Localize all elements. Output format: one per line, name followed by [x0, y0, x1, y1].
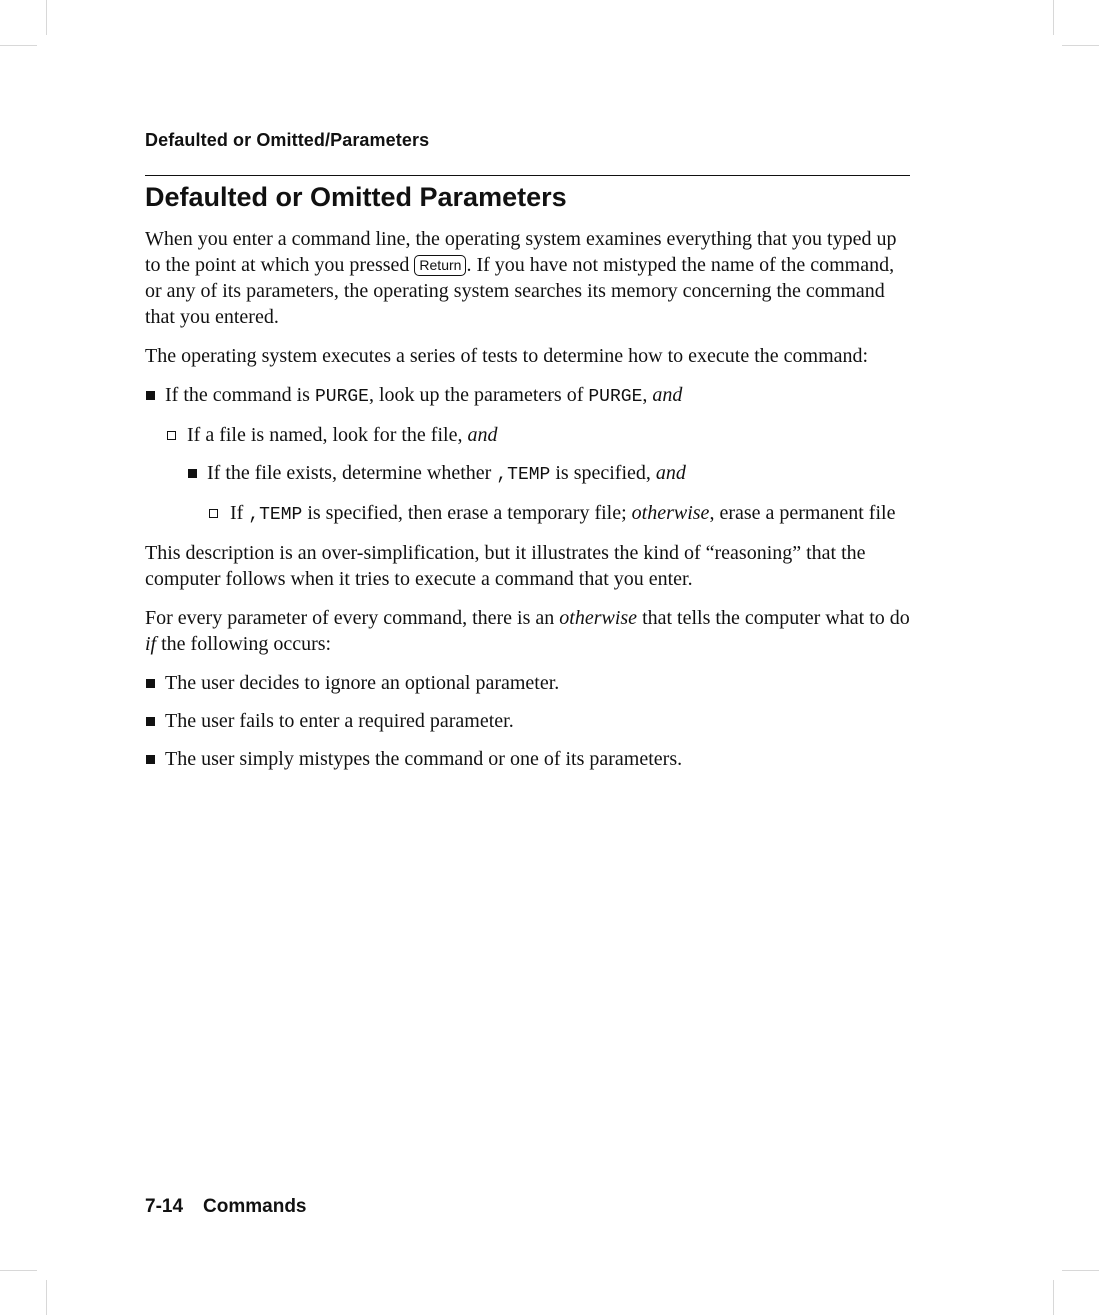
solid-bullet-icon [146, 755, 155, 764]
crop-mark-top-left [0, 45, 37, 46]
crop-mark-top-right [1053, 0, 1054, 35]
header-rule [145, 175, 910, 176]
page-number: 7-14 [145, 1196, 184, 1217]
crop-mark-bottom-left [46, 1280, 47, 1315]
crop-mark-bottom-left [0, 1270, 37, 1271]
list-item: If a file is named, look for the file, and [145, 422, 913, 448]
running-head: Defaulted or Omitted/Parameters [145, 130, 430, 150]
crop-mark-top-right [1062, 45, 1099, 46]
crop-mark-top-left [46, 0, 47, 35]
page-footer [145, 1196, 307, 1218]
paragraph-intro: When you enter a command line, the operating system examines everything that you typed up to the point at which you pressed Return . If you have not mistyped the name of the command, or any of its parameters, the operating system searches its memory concerning the command that you entered. [145, 228, 897, 328]
paragraph-tests: The operating system executes a series of tests to determine how to execute the command: [145, 345, 869, 367]
crop-mark-bottom-right [1053, 1280, 1054, 1315]
paragraph-reasoning: This description is an over-simplification, but it illustrates the kind of “reasoning” that the computer follows when it tries to execute a command that you enter. [145, 542, 866, 590]
crop-mark-bottom-right [1062, 1270, 1099, 1271]
paragraph-otherwise: For every parameter of every command, there is an otherwise that tells the computer what to do if the following occurs: [145, 607, 910, 655]
page-title: Defaulted or Omitted Parameters [145, 182, 567, 212]
test-steps-list [145, 382, 913, 528]
hollow-bullet-icon [167, 431, 176, 440]
solid-bullet-icon [146, 679, 155, 688]
list-item: If the file exists, determine whether ,TEMP is specified, and [145, 460, 913, 488]
body-text [145, 226, 913, 784]
return-key-icon: Return [414, 255, 466, 276]
solid-bullet-icon [146, 717, 155, 726]
solid-bullet-icon [146, 391, 155, 400]
list-item: The user decides to ignore an optional parameter. [145, 670, 913, 696]
chapter-name: Commands [203, 1196, 307, 1217]
list-item: If ,TEMP is specified, then erase a temporary file; otherwise, erase a permanent file [145, 500, 913, 528]
list-item: If the command is PURGE, look up the parameters of PURGE, and [145, 382, 913, 410]
cases-list [145, 670, 913, 772]
solid-bullet-icon [188, 469, 197, 478]
list-item: The user fails to enter a required parameter. [145, 708, 913, 734]
hollow-bullet-icon [209, 509, 218, 518]
list-item: The user simply mistypes the command or one of its parameters. [145, 746, 913, 772]
